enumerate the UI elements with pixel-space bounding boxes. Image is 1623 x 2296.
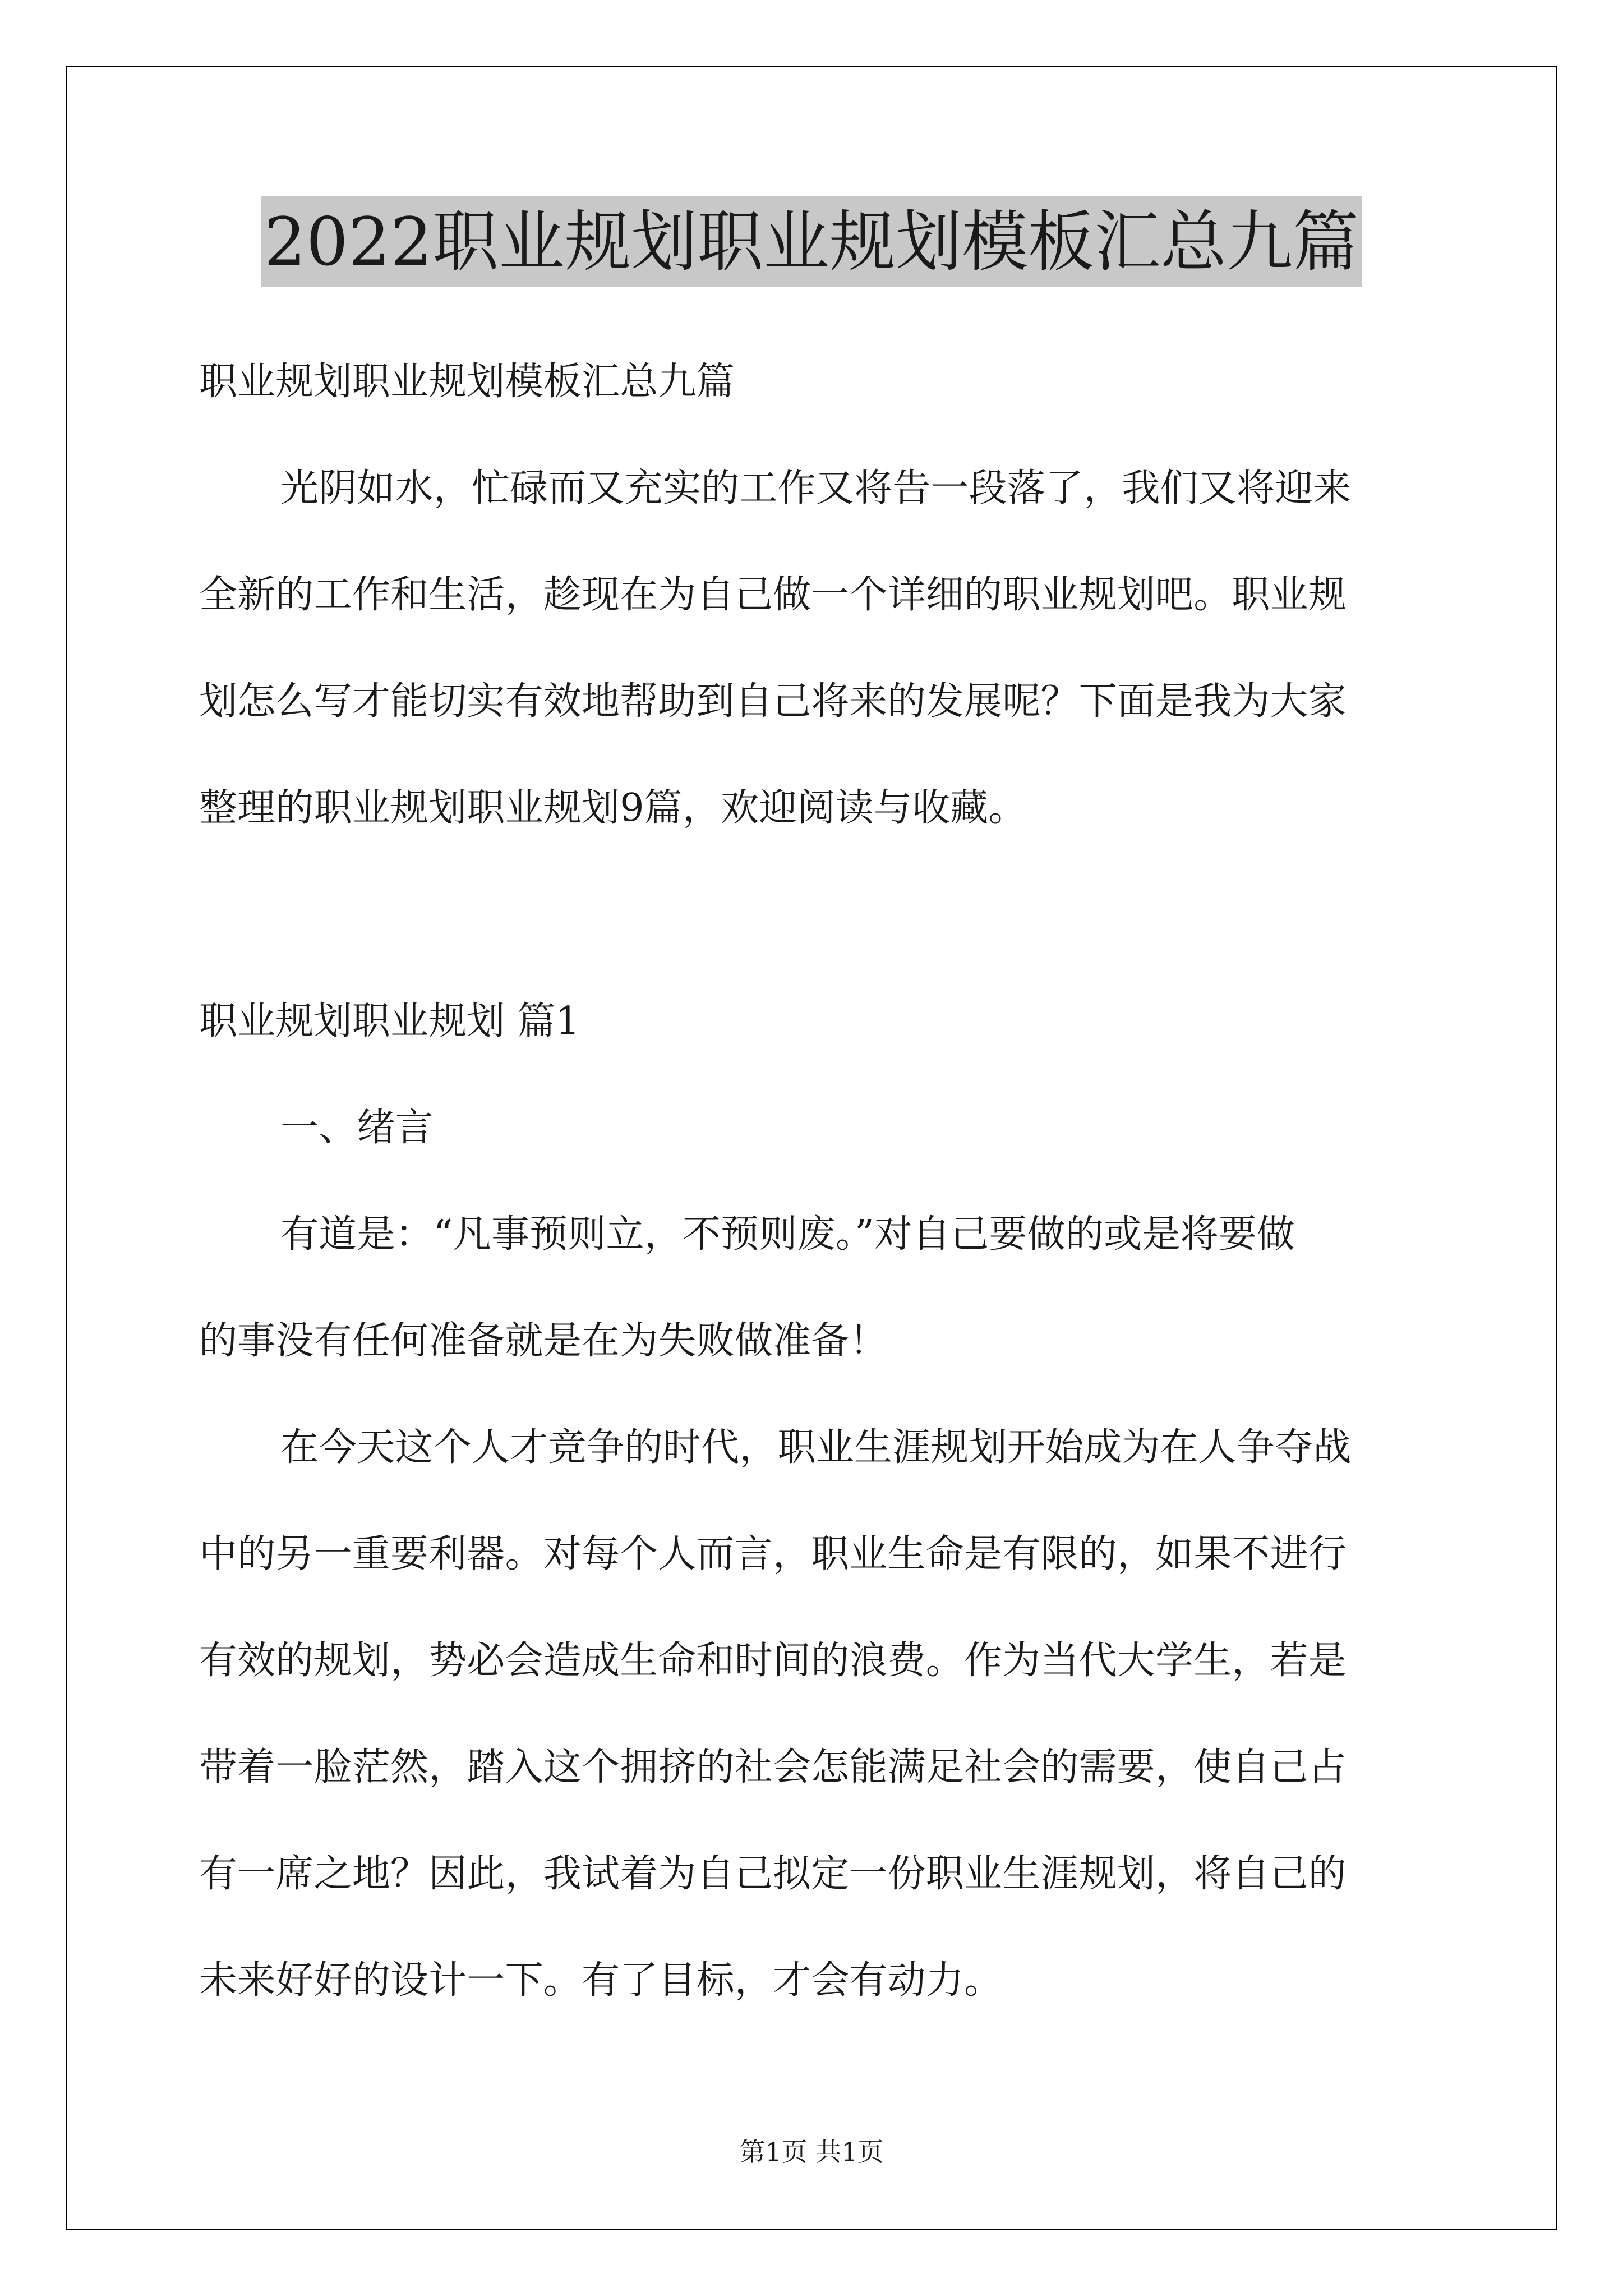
intro-line-4: 整理的职业规划职业规划9篇，欢迎阅读与收藏。 bbox=[199, 786, 1027, 830]
paragraph2-line-3: 有效的规划，势必会造成生命和时间的浪费。作为当代大学生，若是 bbox=[199, 1639, 1347, 1683]
paragraph2-line-6: 未来好好的设计一下。有了目标，才会有动力。 bbox=[199, 1958, 1003, 2003]
page-footer: 第1页 共1页 bbox=[739, 2137, 884, 2167]
intro-line-1: 光阴如水，忙碌而又充实的工作又将告一段落了，我们又将迎来 bbox=[280, 466, 1352, 510]
title-container bbox=[0, 196, 1623, 287]
paragraph1-line-1: 有道是：“凡事预则立，不预则废。”对自己要做的或是将要做 bbox=[280, 1212, 1295, 1257]
paragraph2-line-2: 中的另一重要利器。对每个人而言，职业生命是有限的，如果不进行 bbox=[199, 1532, 1347, 1576]
document-title: 2022职业规划职业规划模板汇总九篇 bbox=[261, 196, 1362, 287]
paragraph2-line-5: 有一席之地？因此，我试着为自己拟定一份职业生涯规划，将自己的 bbox=[199, 1852, 1347, 1896]
paragraph2-line-1: 在今天这个人才竞争的时代，职业生涯规划开始成为在人争夺战 bbox=[280, 1425, 1352, 1470]
intro-line-3: 划怎么写才能切实有效地帮助到自己将来的发展呢？下面是我为大家 bbox=[199, 679, 1347, 724]
paragraph1-line-2: 的事没有任何准备就是在为失败做准备！ bbox=[199, 1319, 888, 1363]
intro-line-2: 全新的工作和生活，趁现在为自己做一个详细的职业规划吧。职业规 bbox=[199, 573, 1347, 617]
sub-heading: 一、绪言 bbox=[280, 1106, 434, 1150]
paragraph2-line-4: 带着一脸茫然，踏入这个拥挤的社会怎能满足社会的需要，使自己占 bbox=[199, 1745, 1347, 1789]
document-subtitle: 职业规划职业规划模板汇总九篇 bbox=[199, 360, 735, 404]
section-heading: 职业规划职业规划 篇1 bbox=[199, 999, 580, 1043]
